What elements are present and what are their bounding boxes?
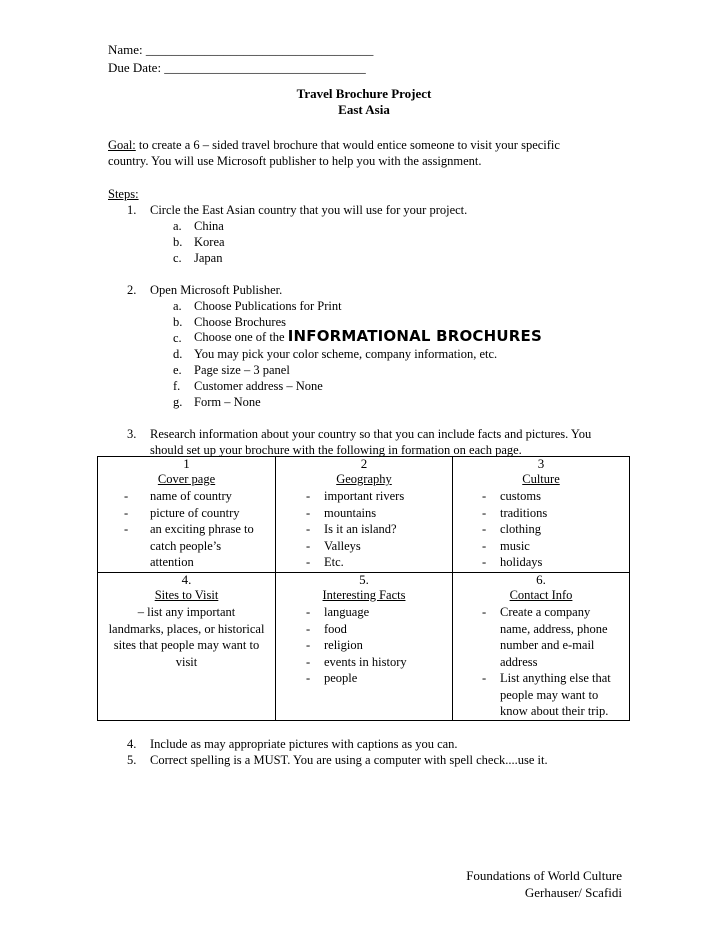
list-item: - clothing [482,522,541,536]
list-item-continued [453,687,629,704]
list-item-continued [453,654,629,671]
step-1-number: 1. [127,203,137,217]
list-item: - Create a company [482,605,591,619]
step-2-a-text: Choose Publications for Print [194,299,342,313]
item-text: Valleys [324,538,361,553]
item-text: food [324,621,347,636]
panel-number: 3 [537,456,545,471]
item-text: music [500,538,530,553]
list-item: - mountains [306,505,377,520]
list-item: - people [306,671,358,685]
panel-heading: Cover page [157,472,216,486]
step-1-b-letter: b. [173,235,183,249]
list-item: - an exciting phrase to [124,522,254,536]
steps-label: Steps: [108,187,139,201]
cell-geography [276,457,453,573]
step-1-text: Circle the East Asian country that you will use for your project. [150,203,468,217]
step-2-e-text: Page size – 3 panel [194,363,290,377]
step-2-number: 2. [127,283,137,297]
step-1-b-text: Korea [194,235,225,249]
step-2-f-text: Customer address – None [194,379,323,393]
item-text: holidays [500,555,543,569]
list-item: - customs [482,489,541,503]
list-item: - name of country [124,489,232,503]
step-2-a-letter: a. [173,299,182,313]
list-item: - picture of country [124,505,240,520]
table-row [98,457,630,573]
step-2-c-text [194,328,542,345]
step-2-f-letter: f. [173,379,181,393]
item-text: Is it an island? [324,522,397,536]
cell-interesting-facts [276,573,453,721]
title-line-1: Travel Brochure Project [296,86,432,101]
sites-text-line: visit [175,654,198,669]
item-text: customs [500,489,541,503]
step-3-text-2: should set up your brochure with the following in formation on each page. [150,443,522,457]
item-text: traditions [500,505,548,520]
sites-text-line: sites that people may want to [113,638,260,652]
brochure-pages-table [97,456,630,721]
panel-heading: Geography [336,472,392,486]
item-text: number and e-mail [500,638,595,652]
name-line: Name: ___________________________________ [108,42,374,57]
item-text: Etc. [324,555,344,569]
list-item: - religion [306,638,363,652]
list-item: - important rivers [306,489,405,503]
item-text: people [324,671,358,685]
step-1-a-letter: a. [173,219,182,233]
item-text: religion [324,638,363,652]
cell-cover-page [98,457,276,573]
list-item: - Is it an island? [306,522,397,536]
item-text: attention [150,555,194,569]
step-2-e-letter: e. [173,363,182,377]
item-text: List anything else that [500,671,611,685]
list-item: - events in history [306,654,407,669]
list-item-continued [453,703,629,720]
step-4-number: 4. [127,737,137,751]
step-1-c-letter: c. [173,251,182,265]
panel-heading: Culture [522,472,560,486]
step-2-c-letter: c. [173,331,182,345]
item-text: catch people’s [150,538,222,553]
item-text: picture of country [150,505,240,520]
panel-number: 1 [183,456,190,471]
item-text: language [324,605,370,619]
list-item: - food [306,621,347,636]
list-item: - language [306,605,370,619]
item-text: Create a company [500,605,591,619]
step-5-text: Correct spelling is a MUST. You are using a computer with spell check....use it. [150,753,548,767]
list-item: - Etc. [306,555,344,569]
list-item-continued [98,538,275,555]
goal-text-1: to create a 6 – sided travel brochure that would entice someone to visit your specific [135,138,560,152]
panel-number: 4. [181,572,192,587]
item-text: events in history [324,654,407,669]
list-item: - Valleys [306,538,361,553]
item-text: know about their trip. [500,704,609,718]
footer-course: Foundations of World Culture [466,868,622,883]
title-line-2: East Asia [338,102,390,117]
step-3-text-1: Research information about your country so that you can include facts and pictures. You [150,427,592,441]
panel-heading: Interesting Facts [322,588,406,602]
panel-number: 2 [360,456,368,471]
footer-authors: Gerhauser/ Scafidi [524,885,622,900]
step-2-g-letter: g. [173,395,183,409]
list-item: - music [482,538,530,553]
step-2-c-plain: Choose one of the [194,330,288,344]
step-1-c-text: Japan [194,251,223,265]
item-text: clothing [500,522,541,536]
item-text: important rivers [324,489,405,503]
item-text: mountains [324,505,377,520]
step-2-d-letter: d. [173,347,183,361]
item-text: address [500,654,538,669]
cell-sites-to-visit [98,573,276,721]
goal-paragraph [108,137,560,153]
step-2-text: Open Microsoft Publisher. [150,283,283,297]
panel-number: 6. [536,572,546,587]
list-item: - traditions [482,505,548,520]
goal-label: Goal: [108,138,136,152]
list-item: - List anything else that [482,671,611,685]
list-item: - holidays [482,555,543,569]
table-row [98,573,630,721]
sites-text-line: – list any important [137,605,236,619]
step-2-b-text: Choose Brochures [194,315,286,329]
step-5-number: 5. [127,753,137,767]
step-1-a-text: China [194,219,224,233]
list-item-continued [453,621,629,638]
item-text: an exciting phrase to [150,522,254,536]
list-item-continued [98,554,275,571]
cell-contact-info [453,573,630,721]
informational-brochures-emphasis: INFORMATIONAL BROCHURES [287,327,542,345]
due-date-line: Due Date: _______________________________ [108,60,366,75]
step-2-d-text: You may pick your color scheme, company information, etc. [194,347,498,361]
step-3-number: 3. [127,427,137,441]
item-text: people may want to [500,687,599,702]
step-2-b-letter: b. [173,315,183,329]
goal-text-2: country. You will use Microsoft publisher to help you with the assignment. [108,154,482,168]
page-title [0,86,728,102]
step-4-text: Include as may appropriate pictures with captions as you can. [150,737,458,751]
step-2-g-text: Form – None [194,395,261,409]
item-text: name of country [150,489,232,503]
cell-culture [453,457,630,573]
sites-text-line: landmarks, places, or historical [108,621,265,636]
list-item-continued [453,637,629,654]
panel-heading: Contact Info [509,588,573,602]
panel-heading: Sites to Visit [154,588,219,602]
panel-number: 5. [359,572,369,587]
item-text: name, address, phone [500,621,608,636]
